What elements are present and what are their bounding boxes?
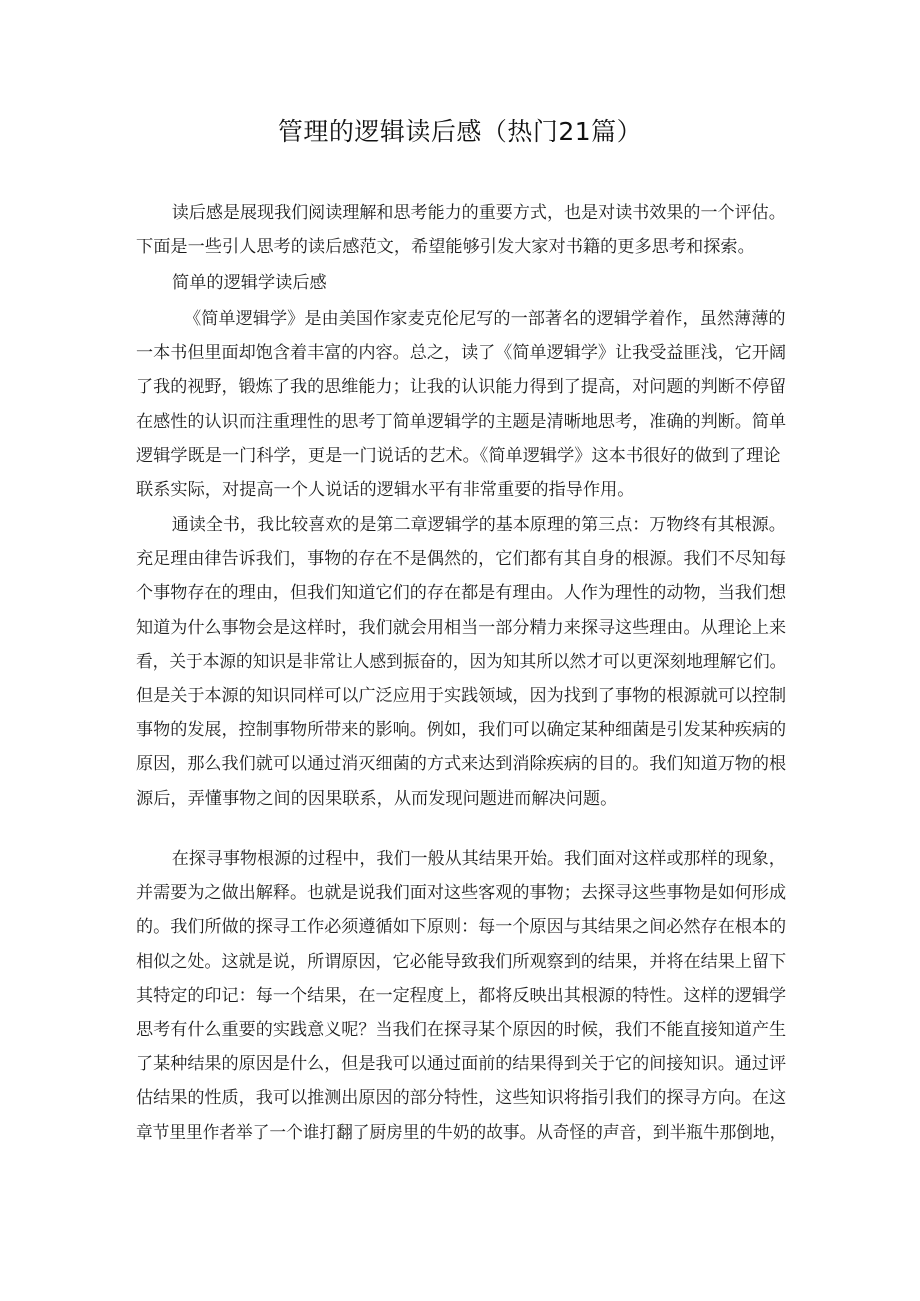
paragraph-line: 相似之处。这就是说，所谓原因，它必能导致我们所观察到的结果，并将在结果上留下 (136, 951, 787, 972)
paragraph-1 (136, 302, 786, 507)
paragraph-line: 原因，那么我们就可以通过消灭细菌的方式来达到消除疾病的目的。我们知道万物的根 (136, 754, 787, 775)
paragraph-line: 其特定的印记：每一个结果，在一定程度上，都将反映出其根源的特性。这样的逻辑学 (136, 985, 787, 1006)
paragraph-line: 在感性的认识而注重理性的思考丁简单逻辑学的主题是清晰地思考，准确的判断。简单 (136, 411, 787, 432)
paragraph-line: 源后，弄懂事物之间的因果联系，从而发现问题进而解决问题。 (136, 788, 618, 809)
paragraph-line: 但是关于本源的知识同样可以广泛应用于实践领域，因为找到了事物的根源就可以控制 (136, 686, 787, 707)
section-heading: 简单的逻辑学读后感 (172, 273, 327, 293)
paragraph-line: 一本书但里面却饱含着丰富的内容。总之，读了《简单逻辑学》让我受益匪浅，它开阔 (136, 343, 787, 364)
paragraph-line: 了某种结果的原因是什么，但是我可以通过面前的结果得到关于它的间接知识。通过评 (136, 1054, 787, 1075)
paragraph-3 (136, 842, 786, 1150)
document-title: 管理的逻辑读后感（热门21篇） (277, 117, 643, 146)
paragraph-line: 看，关于本源的知识是非常让人感到振奋的，因为知其所以然才可以更深刻地理解它们。 (136, 651, 787, 672)
intro-paragraph (136, 196, 786, 264)
paragraph-line: 并需要为之做出解释。也就是说我们面对这些客观的事物；去探寻这些事物是如何形成 (136, 883, 787, 904)
paragraph-line: 通读全书，我比较喜欢的是第二章逻辑学的基本原理的第三点：万物终有其根源。 (171, 515, 786, 535)
paragraph-line: 估结果的性质，我可以推测出原因的部分特性，这些知识将指引我们的探寻方向。在这 (136, 1088, 787, 1109)
intro-line: 读后感是展现我们阅读理解和思考能力的重要方式，也是对读书效果的一个评估。 (171, 203, 786, 223)
paragraph-line: 《简单逻辑学》是由美国作家麦克伦尼写的一部著名的逻辑学着作，虽然薄薄的 (184, 309, 786, 329)
paragraph-line: 思考有什么重要的实践意义呢？当我们在探寻某个原因的时候，我们不能直接知道产生 (136, 1020, 787, 1041)
intro-line: 下面是一些引人思考的读后感范文，希望能够引发大家对书籍的更多思考和探索。 (136, 237, 755, 258)
paragraph-line: 联系实际，对提高一个人说话的逻辑水平有非常重要的指导作用。 (136, 480, 635, 501)
paragraph-line: 逻辑学既是一门科学，更是一门说话的艺术。《简单逻辑学》这本书很好的做到了理论 (136, 445, 781, 466)
paragraph-line: 个事物存在的理由，但我们知道它们的存在都是有理由。人作为理性的动物，当我们想 (136, 583, 787, 604)
paragraph-line: 在探寻事物根源的过程中，我们一般从其结果开始。我们面对这样或那样的现象， (171, 849, 786, 869)
paragraph-line: 章节里里作者举了一个谁打翻了厨房里的牛奶的故事。从奇怪的声音，到半瓶牛那倒地， (136, 1122, 787, 1143)
paragraph-line: 事物的发展，控制事物所带来的影响。例如，我们可以确定某种细菌是引发某种疾病的 (136, 720, 787, 741)
paragraph-line: 充足理由律告诉我们，事物的存在不是偶然的，它们都有其自身的根源。我们不尽知每 (136, 549, 787, 570)
paragraph-2 (136, 508, 786, 816)
paragraph-line: 的。我们所做的探寻工作必须遵循如下原则：每一个原因与其结果之间必然存在根本的 (136, 917, 787, 938)
paragraph-line: 了我的视野，锻炼了我的思维能力；让我的认识能力得到了提高，对问题的判断不停留 (136, 377, 787, 398)
paragraph-line: 知道为什么事物会是这样时，我们就会用相当一部分精力来探寻这些理由。从理论上来 (136, 617, 787, 638)
